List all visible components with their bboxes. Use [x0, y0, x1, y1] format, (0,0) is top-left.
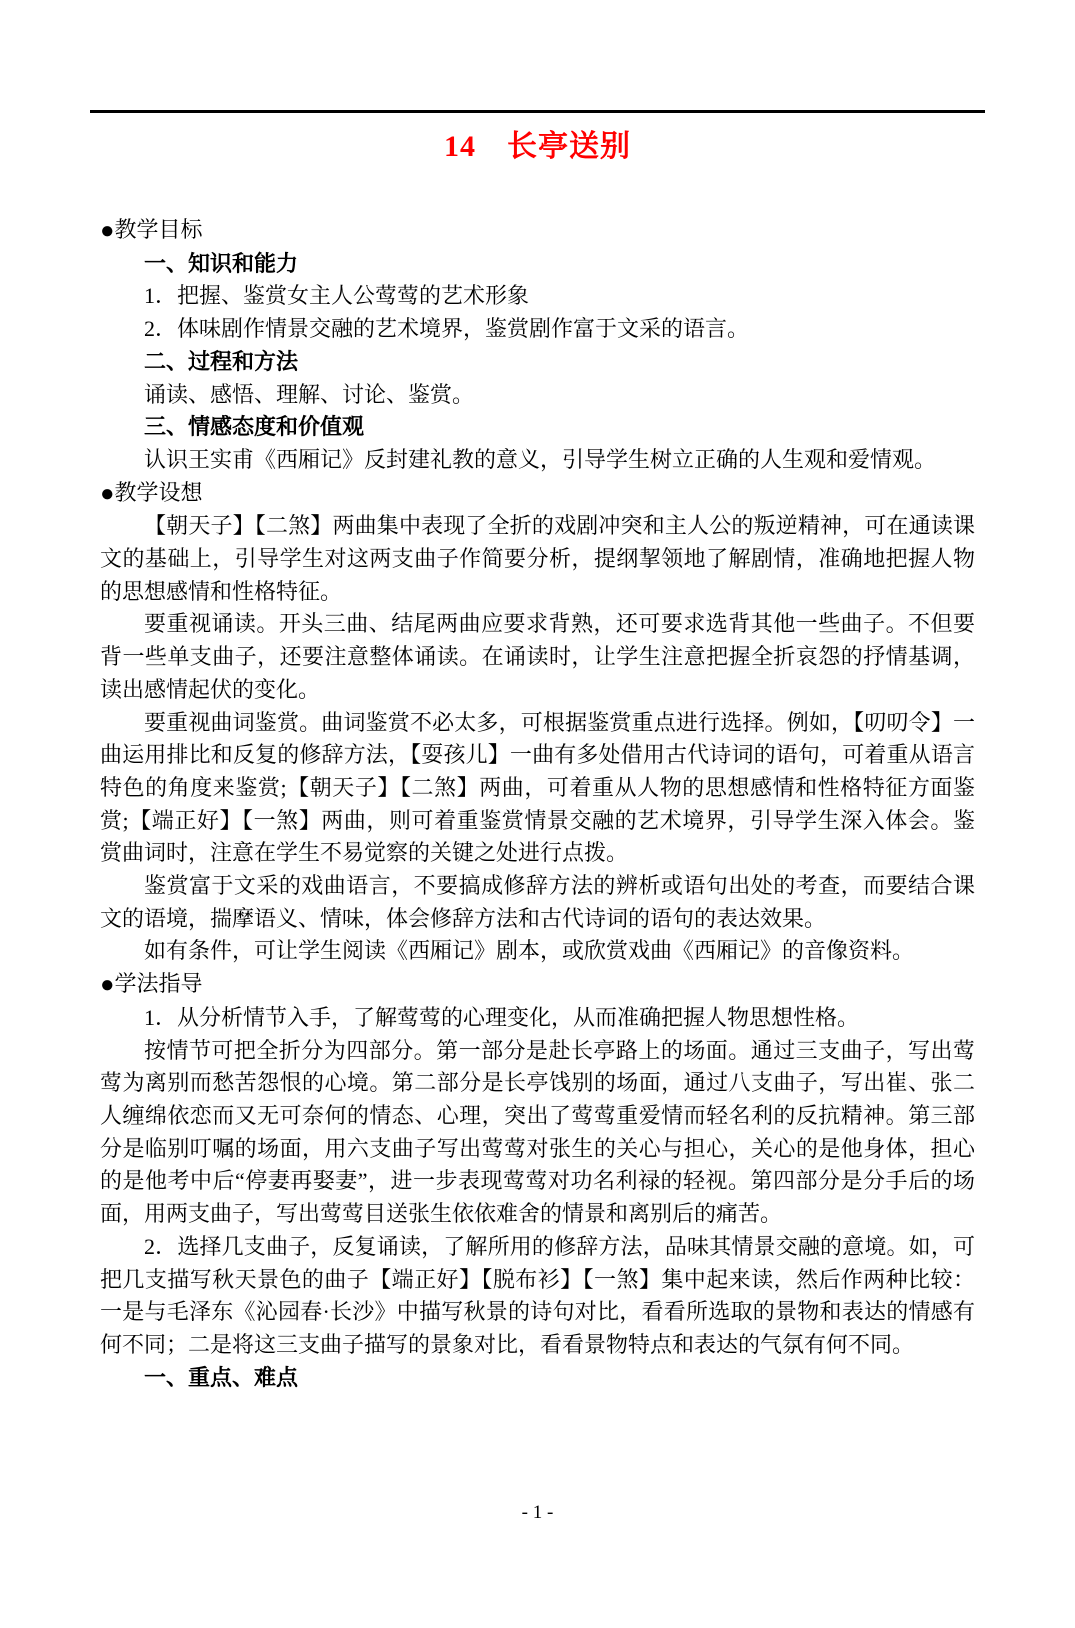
document-page: [0, 110, 1075, 1628]
header-rule: [90, 110, 985, 113]
design-paragraph-4: 鉴赏富于文采的戏曲语言，不要搞成修辞方法的辨析或语句出处的考查，而要结合课文的语境，揣摩语义、情味，体会修辞方法和古代诗词的语句的表达效果。: [100, 873, 975, 931]
guidance-item-2: 2．选择几支曲子，反复诵读，了解所用的修辞方法，品味其情景交融的意境。如，可把几支描写秋天景色的曲子【端正好】【脱布衫】【一煞】集中起来读，然后作两种比较：一是与毛泽东《沁园春·长沙》中描写秋景的诗句对比，看看所选取的景物和表达的情感有何不同；二是将这三支曲子描写的景象对比，看看景物特点和表达的气氛有何不同。: [100, 1233, 975, 1357]
bullet-icon: ●: [100, 479, 115, 507]
objectives-item-1: 1．把握、鉴赏女主人公莺莺的艺术形象: [144, 283, 530, 309]
document-body: [100, 214, 975, 1394]
design-paragraph-5: 如有条件，可让学生阅读《西厢记》剧本，或欣赏戏曲《西厢记》的音像资料。: [144, 938, 915, 964]
section-heading-guidance-label: 学法指导: [114, 971, 203, 997]
guidance-paragraph-1: 按情节可把全折分为四部分。第一部分是赴长亭路上的场面。通过三支曲子，写出莺莺为离别而愁苦怨恨的心境。第二部分是长亭饯别的场面，通过八支曲子，写出崔、张二人缠绵依恋而又无可奈何的情态、心理，突出了莺莺重爱情而轻名利的反抗精神。第三部分是临别叮嘱的场面，用六支曲子写出莺莺对张生的关心与担心，关心的是他身体，担心的是他考中后“停妻再娶妻”，进一步表现莺莺对功名利禄的轻视。第四部分是分手后的场面，用两支曲子，写出莺莺目送张生依依难舍的情景和离别后的痛苦。: [100, 1037, 975, 1227]
objectives-item-3: 诵读、感悟、理解、讨论、鉴赏。: [144, 381, 475, 407]
bullet-icon: ●: [100, 217, 115, 244]
section-heading-design: [100, 477, 975, 511]
subheading-key-difficult-points: 一、重点、难点: [144, 1364, 299, 1390]
subheading-knowledge-ability: 一、知识和能力: [144, 250, 299, 276]
subheading-emotion-values: 三、情感态度和价值观: [144, 414, 365, 440]
guidance-item-1: 1．从分析情节入手，了解莺莺的心理变化，从而准确把握人物思想性格。: [144, 1004, 860, 1030]
design-paragraph-3: 要重视曲词鉴赏。曲词鉴赏不必太多，可根据鉴赏重点进行选择。例如，【叨叨令】一曲运用排比和反复的修辞方法，【耍孩儿】一曲有多处借用古代诗词的语句，可着重从语言特色的角度来鉴赏;【朝天子】【二煞】两曲，可着重从人物的思想感情和性格特征方面鉴赏;【端正好】【一煞】两曲，则可着重鉴赏情景交融的艺术境界，引导学生深入体会。鉴赏曲词时，注意在学生不易觉察的关键之处进行点拨。: [100, 709, 975, 866]
document-root: [0, 110, 1075, 1628]
design-paragraph-2: 要重视诵读。开头三曲、结尾两曲应要求背熟，还可要求选背其他一些曲子。不但要背一些单支曲子，还要注意整体诵读。在诵读时，让学生注意把握全折哀怨的抒情基调，读出感情起伏的变化。: [100, 611, 975, 702]
section-heading-objectives: [100, 214, 975, 248]
objectives-item-2: 2．体味剧作情景交融的艺术境界，鉴赏剧作富于文采的语言。: [144, 316, 750, 342]
design-paragraph-1: 【朝天子】【二煞】两曲集中表现了全折的戏剧冲突和主人公的叛逆精神，可在通读课文的基础上，引导学生对这两支曲子作简要分析，提纲挈领地了解剧情，准确地把握人物的思想感情和性格特征。: [100, 513, 975, 604]
section-heading-guidance: [100, 968, 975, 1002]
objectives-item-4: 认识王实甫《西厢记》反封建礼教的意义，引导学生树立正确的人生观和爱情观。: [144, 446, 937, 472]
section-heading-design-label: 教学设想: [114, 479, 203, 505]
page-number: - 1 -: [521, 1502, 554, 1523]
subheading-process-method: 二、过程和方法: [144, 348, 299, 374]
bullet-icon: ●: [100, 971, 115, 999]
section-heading-objectives-label: 教学目标: [114, 217, 203, 242]
page-title: 14 长亭送别: [444, 130, 631, 163]
